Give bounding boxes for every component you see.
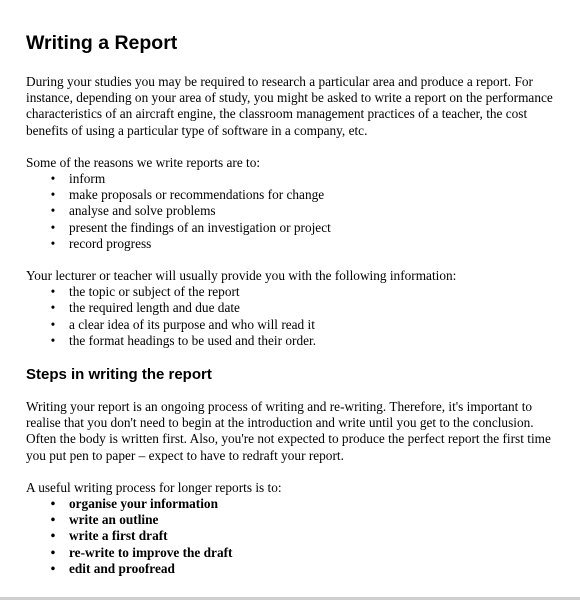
list-item <box>26 220 554 236</box>
list-item <box>26 528 554 544</box>
list-item-text: write a first draft <box>69 528 168 544</box>
bullet-icon: • <box>50 512 56 528</box>
steps-line: realise that you don't need to begin at the introduction and write until you get to the conclusion. <box>26 415 534 431</box>
process-section <box>26 480 554 577</box>
bullet-icon: • <box>50 544 56 560</box>
list-item <box>26 496 554 512</box>
bullet-icon: • <box>50 560 56 576</box>
process-list <box>26 496 554 577</box>
list-item-text: organise your information <box>69 496 218 512</box>
steps-line: Often the body is written first. Also, you're not expected to produce the perfect report the first time <box>26 431 551 447</box>
bullet-icon: • <box>50 496 56 512</box>
list-item <box>26 545 554 561</box>
steps-line: Writing your report is an ongoing process of writing and re-writing. Therefore, it's important to <box>26 399 533 415</box>
list-item-text: record progress <box>69 235 152 251</box>
intro-line: During your studies you may be required to research a particular area and produce a report. For <box>26 74 533 89</box>
intro-line: characteristics of an aircraft engine, the classroom management practices of a teacher, the cost <box>26 106 528 122</box>
list-item <box>26 236 554 252</box>
list-item <box>26 187 554 203</box>
list-item-text: edit and proofread <box>69 560 175 576</box>
steps-line: you put pen to paper – expect to have to redraft your report. <box>26 447 344 463</box>
intro-line: instance, depending on your area of study, you might be asked to write a report on the performance <box>26 90 553 106</box>
list-item-text: analyse and solve problems <box>69 203 216 219</box>
information-section <box>26 268 554 349</box>
list-item-text: the topic or subject of the report <box>69 284 240 300</box>
list-item <box>26 203 554 219</box>
intro-paragraph <box>26 74 554 139</box>
reasons-lead: Some of the reasons we write reports are to: <box>26 154 261 170</box>
list-item-text: a clear idea of its purpose and who will read it <box>69 316 315 332</box>
list-item-text: make proposals or recommendations for change <box>69 187 325 203</box>
list-item <box>26 317 554 333</box>
steps-paragraph <box>26 399 554 464</box>
bullet-icon: • <box>50 187 56 203</box>
bullet-icon: • <box>50 235 56 251</box>
bullet-icon: • <box>50 203 56 219</box>
list-item-text: inform <box>69 171 106 187</box>
bullet-icon: • <box>50 332 56 348</box>
reasons-section <box>26 155 554 252</box>
bullet-icon: • <box>50 284 56 300</box>
section-heading: Steps in writing the report <box>26 366 212 384</box>
list-item <box>26 300 554 316</box>
information-list <box>26 284 554 349</box>
list-item-text: the required length and due date <box>69 300 240 316</box>
information-lead: Your lecturer or teacher will usually provide you with the following information: <box>26 268 457 284</box>
list-item <box>26 333 554 349</box>
reasons-list <box>26 171 554 252</box>
bullet-icon: • <box>50 219 56 235</box>
list-item <box>26 561 554 577</box>
list-item <box>26 284 554 300</box>
list-item-text: present the findings of an investigation or project <box>69 219 331 235</box>
intro-line: benefits of using a particular type of software in a company, etc. <box>26 122 368 138</box>
bullet-icon: • <box>50 316 56 332</box>
list-item-text: write an outline <box>69 512 159 528</box>
list-item-text: re-write to improve the draft <box>69 544 233 560</box>
list-item-text: the format headings to be used and their order. <box>69 332 317 348</box>
process-lead: A useful writing process for longer reports is to: <box>26 479 282 495</box>
list-item <box>26 171 554 187</box>
list-item <box>26 512 554 528</box>
bullet-icon: • <box>50 528 56 544</box>
bullet-icon: • <box>50 171 56 187</box>
page-title: Writing a Report <box>26 32 178 54</box>
bullet-icon: • <box>50 300 56 316</box>
